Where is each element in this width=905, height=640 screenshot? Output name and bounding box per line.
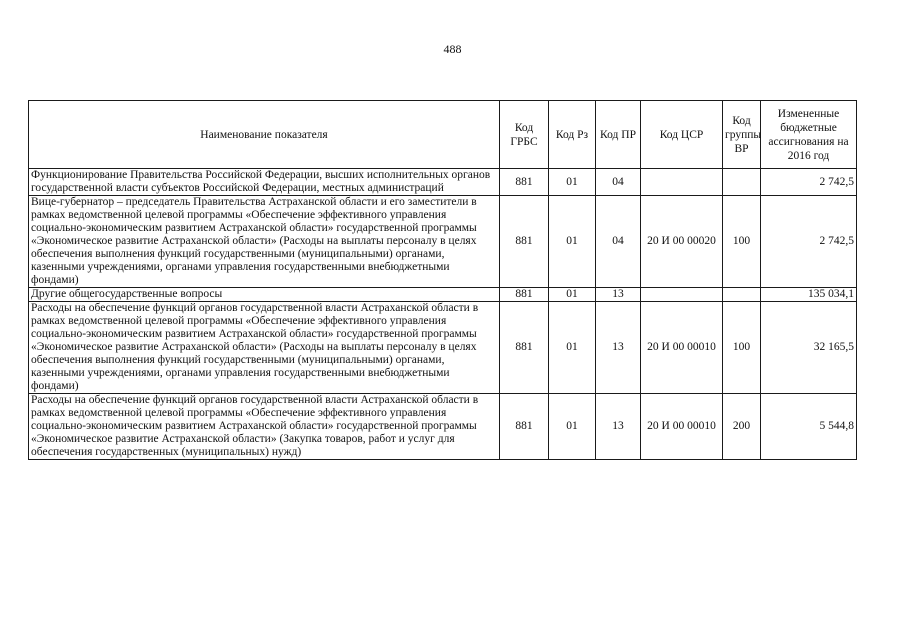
header-csr: Код ЦСР [641,101,723,169]
header-pr: Код ПР [596,101,641,169]
row-csr [641,169,723,196]
row-csr: 20 И 00 00010 [641,302,723,394]
row-grbs: 881 [500,288,549,302]
row-pr: 04 [596,169,641,196]
row-rz: 01 [549,288,596,302]
row-csr: 20 И 00 00020 [641,196,723,288]
row-vr: 100 [723,196,761,288]
row-grbs: 881 [500,196,549,288]
header-rz: Код Рз [549,101,596,169]
row-name: Расходы на обеспечение функций органов государственной власти Астраханской области в рамках ведомственной целевой программы «Обеспечение эффективного управления социально-экономическим развитием Астраханской области» государственной программы «Экономическое развитие Астраханской области» (Закупка товаров, работ и услуг для обеспечения государственных (муниципальных) нужд) [29,394,500,460]
row-name: Функционирование Правительства Российской Федерации, высших исполнительных органов государственной власти субъектов Российской Федерации, местных администраций [29,169,500,196]
row-name: Расходы на обеспечение функций органов государственной власти Астраханской области в рамках ведомственной целевой программы «Обеспечение эффективного управления социально-экономическим развитием Астраханской области» государственной программы «Экономическое развитие Астраханской области» (Расходы на выплаты персоналу в целях обеспечения выполнения функций государственными (муниципальными) органами, казенными учреждениями, органами управления государственными внебюджетными фондами) [29,302,500,394]
row-grbs: 881 [500,302,549,394]
row-rz: 01 [549,196,596,288]
header-row [29,101,857,169]
row-csr [641,288,723,302]
header-grbs: Код ГРБС [500,101,549,169]
row-vr: 200 [723,394,761,460]
row-csr: 20 И 00 00010 [641,394,723,460]
header-amount: Измененные бюджетные ассигнования на 2016 год [761,101,857,169]
row-rz: 01 [549,302,596,394]
row-vr [723,169,761,196]
page-number: 488 [443,42,462,56]
row-pr: 13 [596,394,641,460]
row-grbs: 881 [500,394,549,460]
row-amount: 5 544,8 [761,394,857,460]
table-row [29,394,857,460]
table-row [29,169,857,196]
row-amount: 135 034,1 [761,288,857,302]
header-name: Наименование показателя [29,101,500,169]
row-name: Другие общегосударственные вопросы [29,288,500,302]
row-rz: 01 [549,169,596,196]
row-pr: 13 [596,302,641,394]
budget-table [28,100,857,460]
row-pr: 04 [596,196,641,288]
row-vr [723,288,761,302]
row-amount: 32 165,5 [761,302,857,394]
row-rz: 01 [549,394,596,460]
row-name: Вице-губернатор – председатель Правительства Астраханской области и его заместители в рамках ведомственной целевой программы «Обеспечение эффективного управления социально-экономическим развитием Астраханской области» государственной программы «Экономическое развитие Астраханской области» (Расходы на выплаты персоналу в целях обеспечения выполнения функций государственными (муниципальными) органами, казенными учреждениями, органами управления государственными внебюджетными фондами) [29,196,500,288]
table-row [29,288,857,302]
row-pr: 13 [596,288,641,302]
row-amount: 2 742,5 [761,169,857,196]
table-row [29,196,857,288]
header-vr: Код группы ВР [723,101,761,169]
table-row [29,302,857,394]
row-vr: 100 [723,302,761,394]
row-amount: 2 742,5 [761,196,857,288]
row-grbs: 881 [500,169,549,196]
